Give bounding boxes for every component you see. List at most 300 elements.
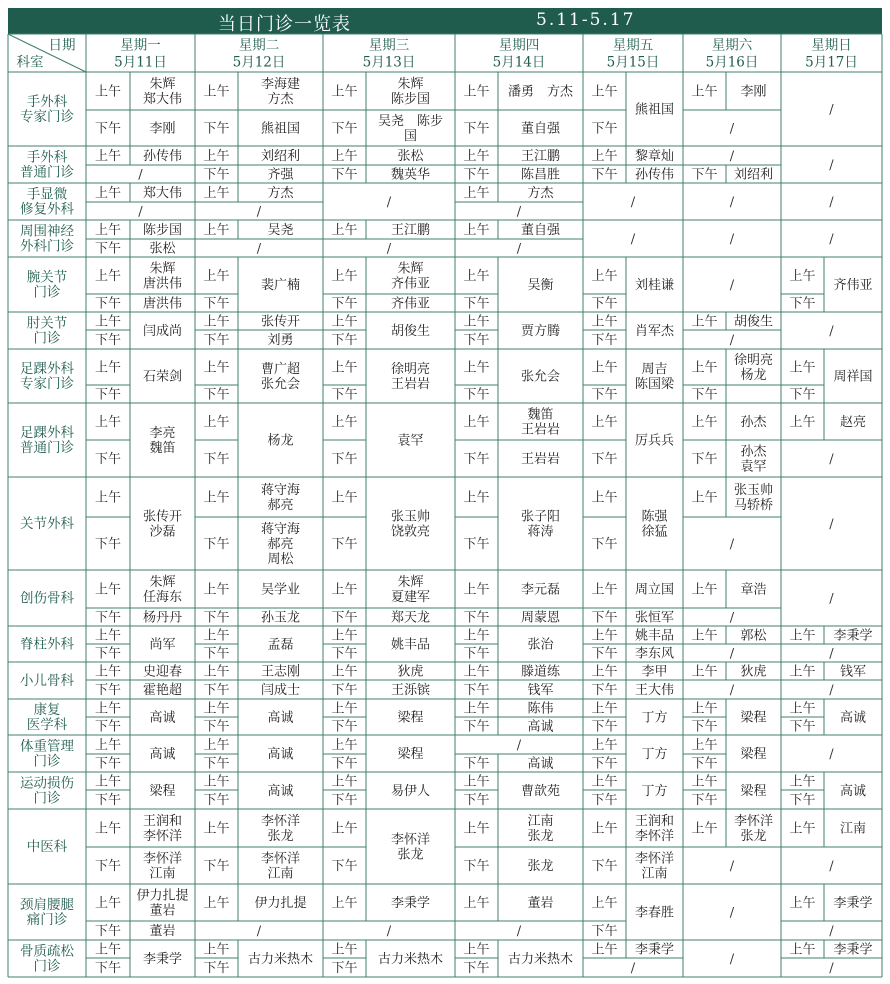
doctor-name: 沙磊 [149, 524, 176, 540]
doctor-name: 唐洪伟 [142, 276, 183, 292]
am-label: 上午 [789, 701, 816, 717]
doctor-name: 孙杰 [740, 415, 767, 430]
am-label: 上午 [591, 774, 618, 790]
pm-label: 下午 [331, 167, 358, 183]
pm-label: 下午 [331, 859, 358, 874]
pm-label: 下午 [591, 387, 618, 403]
pm-label: 下午 [94, 610, 122, 626]
header-weekday: 星期日 [811, 37, 852, 54]
empty-cell: / [516, 738, 522, 753]
empty-cell: / [516, 241, 522, 257]
pm-label: 下午 [591, 121, 618, 137]
pm-label: 下午 [94, 121, 122, 137]
pm-label: 下午 [789, 387, 816, 403]
doctor-name: 章浩 [740, 582, 767, 598]
pm-label: 下午 [591, 793, 618, 808]
doctor-name: 张恒军 [634, 610, 675, 626]
am-label: 上午 [591, 701, 618, 717]
am-label: 上午 [94, 269, 122, 284]
am-label: 上午 [94, 628, 122, 644]
am-label: 上午 [691, 582, 718, 598]
empty-cell: / [516, 924, 522, 939]
empty-cell: / [256, 924, 262, 939]
pm-label: 下午 [463, 719, 490, 735]
am-label: 上午 [203, 223, 230, 238]
am-label: 上午 [203, 942, 230, 958]
doctor-name: 潘勇 方杰 [507, 84, 574, 100]
doctor-name: 郑大伟 [142, 92, 183, 107]
header-weekday: 星期二 [238, 37, 280, 54]
am-label: 上午 [691, 84, 718, 100]
empty-cell: / [729, 610, 735, 626]
empty-cell: / [630, 232, 636, 247]
am-label: 上午 [463, 84, 490, 100]
doctor-name: 李怀洋 [260, 851, 301, 867]
am-label: 上午 [463, 360, 490, 376]
pm-label: 下午 [591, 296, 618, 312]
doctor-name: 李秉学 [390, 896, 431, 911]
doctor-name: 陈国梁 [634, 377, 675, 392]
am-label: 上午 [331, 84, 358, 100]
am-label: 上午 [463, 774, 490, 790]
empty-cell: / [729, 195, 735, 210]
am-label: 上午 [331, 738, 358, 753]
pm-label: 下午 [203, 859, 230, 874]
doctor-name: 高诚 [149, 710, 176, 726]
am-label: 上午 [789, 360, 816, 376]
doctor-name: 陈伟 [527, 701, 554, 717]
doctor-name: 刘勇 [267, 333, 294, 348]
doctor-name: 狄虎 [397, 664, 424, 680]
pm-label: 下午 [203, 537, 230, 552]
doctor-name: 尚军 [149, 637, 176, 653]
doctor-name: 王岩岩 [390, 377, 431, 392]
doctor-name: 伊力扎提 [254, 896, 307, 911]
pm-label: 下午 [94, 296, 122, 312]
department-name: 脊柱外科 [20, 636, 74, 653]
am-label: 上午 [591, 821, 618, 837]
am-label: 上午 [331, 821, 358, 837]
doctor-name: 郝亮 [267, 537, 294, 552]
doctor-name: 孙玉龙 [260, 610, 301, 626]
pm-label: 下午 [463, 537, 490, 552]
pm-label: 下午 [203, 167, 230, 183]
doctor-name: 滕道练 [520, 664, 561, 680]
empty-cell: / [829, 517, 834, 532]
doctor-name: 丁方 [641, 784, 668, 799]
department-name: 足踝外科 [20, 361, 74, 377]
pm-label: 下午 [203, 296, 230, 312]
department-name: 专家门诊 [20, 376, 74, 392]
am-label: 上午 [203, 186, 230, 201]
am-label: 上午 [691, 314, 718, 330]
am-label: 上午 [789, 896, 816, 911]
empty-cell: / [729, 859, 735, 874]
header-dept-label: 科室 [16, 54, 44, 71]
department-name: 骨质疏松 [20, 943, 74, 960]
empty-cell: / [256, 241, 262, 257]
header-date: 5月16日 [705, 54, 759, 71]
doctor-name: 朱辉 [397, 575, 424, 590]
am-label: 上午 [203, 628, 230, 644]
doctor-name: 李亮 [149, 426, 176, 441]
department-name: 外科门诊 [20, 238, 74, 255]
doctor-name: 王岩岩 [520, 422, 561, 438]
department-name: 门诊 [33, 284, 61, 301]
doctor-name: 陈强 [641, 509, 668, 525]
department-name: 康复 [33, 702, 61, 718]
department-name: 专家门诊 [20, 109, 74, 125]
doctor-name: 唐洪伟 [142, 296, 183, 312]
am-label: 上午 [463, 942, 490, 958]
am-label: 上午 [94, 490, 122, 506]
pm-label: 下午 [463, 333, 490, 348]
department-name: 足踝外科 [20, 425, 74, 441]
am-label: 上午 [591, 664, 618, 680]
doctor-name: 张治 [527, 637, 554, 653]
am-label: 上午 [691, 628, 718, 644]
am-label: 上午 [591, 269, 618, 284]
pm-label: 下午 [463, 452, 490, 467]
am-label: 上午 [463, 664, 490, 680]
am-label: 上午 [463, 314, 490, 330]
pm-label: 下午 [591, 537, 618, 552]
doctor-name: 杨龙 [740, 368, 767, 383]
am-label: 上午 [691, 701, 718, 717]
am-label: 上午 [203, 314, 230, 330]
doctor-name: 徐明亮 [733, 353, 774, 368]
doctor-name: 霍艳超 [142, 683, 183, 698]
am-label: 上午 [331, 774, 358, 790]
doctor-name: 杨丹丹 [142, 610, 183, 626]
am-label: 上午 [94, 774, 122, 790]
department-name: 门诊 [33, 330, 61, 347]
doctor-name: 闫成尚 [142, 324, 183, 339]
empty-cell: / [829, 102, 834, 118]
am-label: 上午 [591, 582, 618, 598]
doctor-name: 高诚 [527, 719, 554, 735]
doctor-name: 江南 [267, 866, 294, 882]
pm-label: 下午 [203, 333, 230, 348]
doctor-name: 张龙 [397, 847, 424, 863]
header-weekday: 星期六 [711, 37, 753, 54]
department-name: 医学科 [26, 717, 68, 733]
doctor-name: 姚丰品 [390, 637, 431, 653]
doctor-name: 李怀洋 [733, 814, 774, 829]
header-weekday: 星期四 [498, 37, 540, 54]
doctor-name: 魏笛 [527, 407, 554, 423]
am-label: 上午 [94, 415, 122, 430]
doctor-name: 方杰 [267, 92, 294, 107]
doctor-name: 郝亮 [267, 498, 294, 513]
doctor-name: 陈步国 [390, 92, 431, 107]
am-label: 上午 [691, 664, 718, 680]
doctor-name: 周松 [267, 552, 294, 567]
doctor-name: 王润和 [634, 814, 675, 829]
am-label: 上午 [789, 821, 816, 837]
pm-label: 下午 [463, 756, 490, 772]
department-name: 门诊 [33, 753, 61, 770]
doctor-name: 王大伟 [634, 683, 675, 698]
pm-label: 下午 [591, 756, 618, 772]
empty-cell: / [829, 158, 834, 173]
doctor-name: 熊祖国 [260, 121, 301, 137]
am-label: 上午 [463, 415, 490, 430]
doctor-name: 黎章灿 [634, 149, 675, 164]
doctor-name: 周吉 [641, 362, 668, 377]
pm-label: 下午 [463, 961, 490, 976]
pm-label: 下午 [203, 121, 230, 137]
header-date-label: 日期 [48, 37, 76, 54]
am-label: 上午 [463, 896, 490, 911]
empty-cell: / [829, 591, 834, 607]
am-label: 上午 [203, 149, 230, 164]
doctor-name: 吴衡 [527, 278, 554, 293]
doctor-name: 王润和 [142, 814, 183, 829]
pm-label: 下午 [331, 452, 358, 467]
pm-label: 下午 [591, 167, 618, 183]
doctor-name: 熊祖国 [634, 102, 675, 118]
doctor-name: 贾方腾 [520, 324, 561, 339]
doctor-name: 孙杰 [740, 444, 767, 460]
am-label: 上午 [789, 415, 816, 430]
doctor-name: 李秉学 [833, 896, 873, 911]
am-label: 上午 [463, 490, 490, 506]
am-label: 上午 [691, 360, 718, 376]
doctor-name: 袁罕 [740, 459, 767, 475]
doctor-name: 吴尧 [267, 223, 294, 238]
pm-label: 下午 [94, 537, 122, 552]
am-label: 上午 [94, 738, 122, 753]
doctor-name: 齐伟亚 [833, 278, 873, 293]
pm-label: 下午 [203, 719, 230, 735]
am-label: 上午 [94, 896, 122, 911]
doctor-name: 任海东 [142, 590, 183, 605]
am-label: 上午 [203, 269, 230, 284]
doctor-name: 董岩 [527, 896, 554, 911]
am-label: 上午 [463, 701, 490, 717]
doctor-name: 高诚 [839, 784, 867, 799]
doctor-name: 张龙 [740, 829, 767, 844]
empty-cell: / [829, 324, 834, 339]
am-label: 上午 [463, 149, 490, 164]
doctor-name: 丁方 [641, 747, 668, 762]
am-label: 上午 [203, 582, 230, 598]
pm-label: 下午 [331, 756, 358, 772]
doctor-name: 高诚 [839, 710, 867, 726]
doctor-name: 江南 [641, 866, 668, 882]
empty-cell: / [729, 121, 735, 137]
am-label: 上午 [331, 701, 358, 717]
doctor-name: 蒋守海 [260, 483, 301, 498]
department-name: 中医科 [26, 839, 68, 855]
doctor-name: 丁方 [641, 710, 668, 726]
am-label: 上午 [591, 84, 618, 100]
empty-cell: / [829, 452, 834, 467]
header-weekday: 星期五 [612, 37, 654, 54]
doctor-name: 李怀洋 [390, 832, 431, 848]
doctor-name: 梁程 [740, 784, 767, 799]
doctor-name: 刘绍利 [733, 167, 774, 183]
doctor-name: 魏英华 [390, 167, 431, 183]
empty-cell: / [729, 683, 735, 698]
am-label: 上午 [691, 821, 718, 837]
doctor-name: 马轿桥 [733, 498, 774, 513]
pm-label: 下午 [591, 610, 618, 626]
doctor-name: 方杰 [527, 186, 554, 201]
am-label: 上午 [591, 490, 618, 506]
am-label: 上午 [94, 821, 122, 837]
doctor-name: 张传开 [260, 314, 301, 330]
doctor-name: 袁罕 [397, 433, 424, 449]
doctor-name: 王江鹏 [390, 223, 431, 238]
department-name: 手外科 [26, 94, 68, 110]
empty-cell: / [829, 232, 834, 247]
am-label: 上午 [591, 896, 618, 911]
doctor-name: 董自强 [520, 223, 561, 238]
am-label: 上午 [463, 628, 490, 644]
header-date: 5月12日 [232, 54, 286, 71]
department-name: 运动损伤 [20, 775, 74, 792]
am-label: 上午 [331, 149, 358, 164]
doctor-name: 曹广超 [260, 362, 301, 377]
empty-cell: / [829, 961, 834, 976]
doctor-name: 周立国 [634, 582, 675, 598]
doctor-name: 饶敦亮 [390, 524, 431, 540]
pm-label: 下午 [591, 924, 618, 939]
pm-label: 下午 [591, 333, 618, 348]
am-label: 上午 [203, 84, 230, 100]
pm-label: 下午 [463, 646, 490, 662]
doctor-name: 朱辉 [149, 261, 176, 277]
pm-label: 下午 [331, 793, 358, 808]
doctor-name: 齐伟亚 [390, 296, 431, 312]
doctor-name: 朱辉 [397, 77, 424, 92]
pm-label: 下午 [94, 859, 122, 874]
doctor-name: 梁程 [149, 784, 176, 799]
doctor-name: 孙传伟 [142, 149, 183, 164]
pm-label: 下午 [591, 646, 618, 662]
header-date: 5月14日 [492, 54, 546, 71]
empty-cell: / [829, 683, 834, 698]
doctor-name: 梁程 [740, 747, 767, 762]
doctor-name: 张龙 [527, 829, 554, 844]
am-label: 上午 [94, 84, 122, 100]
pm-label: 下午 [94, 333, 122, 348]
doctor-name: 孙传伟 [634, 167, 675, 183]
doctor-name: 钱军 [527, 683, 554, 698]
doctor-name: 朱辉 [149, 575, 176, 590]
department-name: 手外科 [26, 149, 68, 166]
doctor-name: 李东风 [634, 646, 675, 662]
doctor-name: 李怀洋 [260, 814, 301, 829]
doctor-name: 闫成士 [260, 683, 301, 698]
am-label: 上午 [203, 360, 230, 376]
doctor-name: 刘桂谦 [634, 278, 675, 293]
doctor-name: 李怀洋 [142, 829, 183, 844]
am-label: 上午 [789, 628, 816, 644]
am-label: 上午 [94, 582, 122, 598]
am-label: 上午 [591, 942, 618, 958]
doctor-name: 高诚 [267, 710, 294, 726]
header-date: 5月15日 [606, 54, 660, 71]
pm-label: 下午 [203, 452, 230, 467]
doctor-name: 李春胜 [634, 905, 675, 921]
doctor-name: 董岩 [149, 903, 176, 919]
doctor-name: 高诚 [527, 756, 554, 772]
doctor-name: 胡俊生 [733, 314, 774, 330]
pm-label: 下午 [591, 719, 618, 735]
pm-label: 下午 [331, 333, 358, 348]
am-label: 上午 [203, 664, 230, 680]
doctor-name: 王志刚 [260, 664, 301, 680]
empty-cell: / [829, 646, 834, 662]
department-name: 周围神经 [20, 223, 74, 240]
empty-cell: / [386, 195, 392, 210]
empty-cell: / [138, 204, 143, 220]
am-label: 上午 [591, 314, 618, 330]
empty-cell: / [386, 924, 392, 939]
am-label: 上午 [591, 415, 618, 430]
doctor-name: 董岩 [149, 924, 176, 939]
am-label: 上午 [691, 774, 718, 790]
am-label: 上午 [94, 149, 122, 164]
department-name: 小儿骨科 [20, 673, 74, 689]
pm-label: 下午 [789, 296, 816, 312]
pm-label: 下午 [331, 387, 358, 403]
am-label: 上午 [331, 942, 358, 958]
doctor-name: 古力米热木 [247, 952, 314, 967]
empty-cell: / [729, 232, 735, 247]
doctor-name: 高诚 [267, 747, 294, 762]
empty-cell: / [386, 241, 392, 257]
doctor-name: 李海建 [260, 77, 301, 92]
doctor-name: 钱军 [839, 664, 867, 680]
pm-label: 下午 [94, 452, 122, 467]
doctor-name: 齐强 [267, 167, 294, 183]
doctor-name: 李秉学 [833, 942, 873, 958]
department-name: 门诊 [33, 790, 61, 807]
empty-cell: / [729, 333, 735, 348]
am-label: 上午 [203, 774, 230, 790]
doctor-name: 郭松 [740, 628, 767, 644]
am-label: 上午 [331, 490, 358, 506]
department-name: 手显微 [26, 186, 68, 203]
department-name: 关节外科 [20, 516, 74, 532]
department-name: 腕关节 [26, 269, 68, 286]
doctor-name: 史迎春 [142, 664, 183, 680]
doctor-name: 张传开 [142, 509, 183, 525]
pm-label: 下午 [94, 793, 122, 808]
am-label: 上午 [463, 821, 490, 837]
doctor-name: 李元磊 [520, 582, 561, 598]
am-label: 上午 [94, 664, 122, 680]
am-label: 上午 [463, 582, 490, 598]
pm-label: 下午 [94, 719, 122, 735]
pm-label: 下午 [331, 961, 358, 976]
pm-label: 下午 [94, 756, 122, 772]
doctor-name: 夏建军 [390, 590, 431, 605]
empty-cell: / [630, 961, 636, 976]
department-name: 体重管理 [20, 738, 74, 755]
pm-label: 下午 [331, 683, 358, 698]
pm-label: 下午 [463, 167, 490, 183]
am-label: 上午 [331, 415, 358, 430]
header-date: 5月17日 [805, 54, 858, 71]
doctor-name: 张松 [397, 149, 424, 164]
doctor-name: 朱辉 [149, 77, 176, 92]
doctor-name: 郑天龙 [390, 610, 431, 626]
